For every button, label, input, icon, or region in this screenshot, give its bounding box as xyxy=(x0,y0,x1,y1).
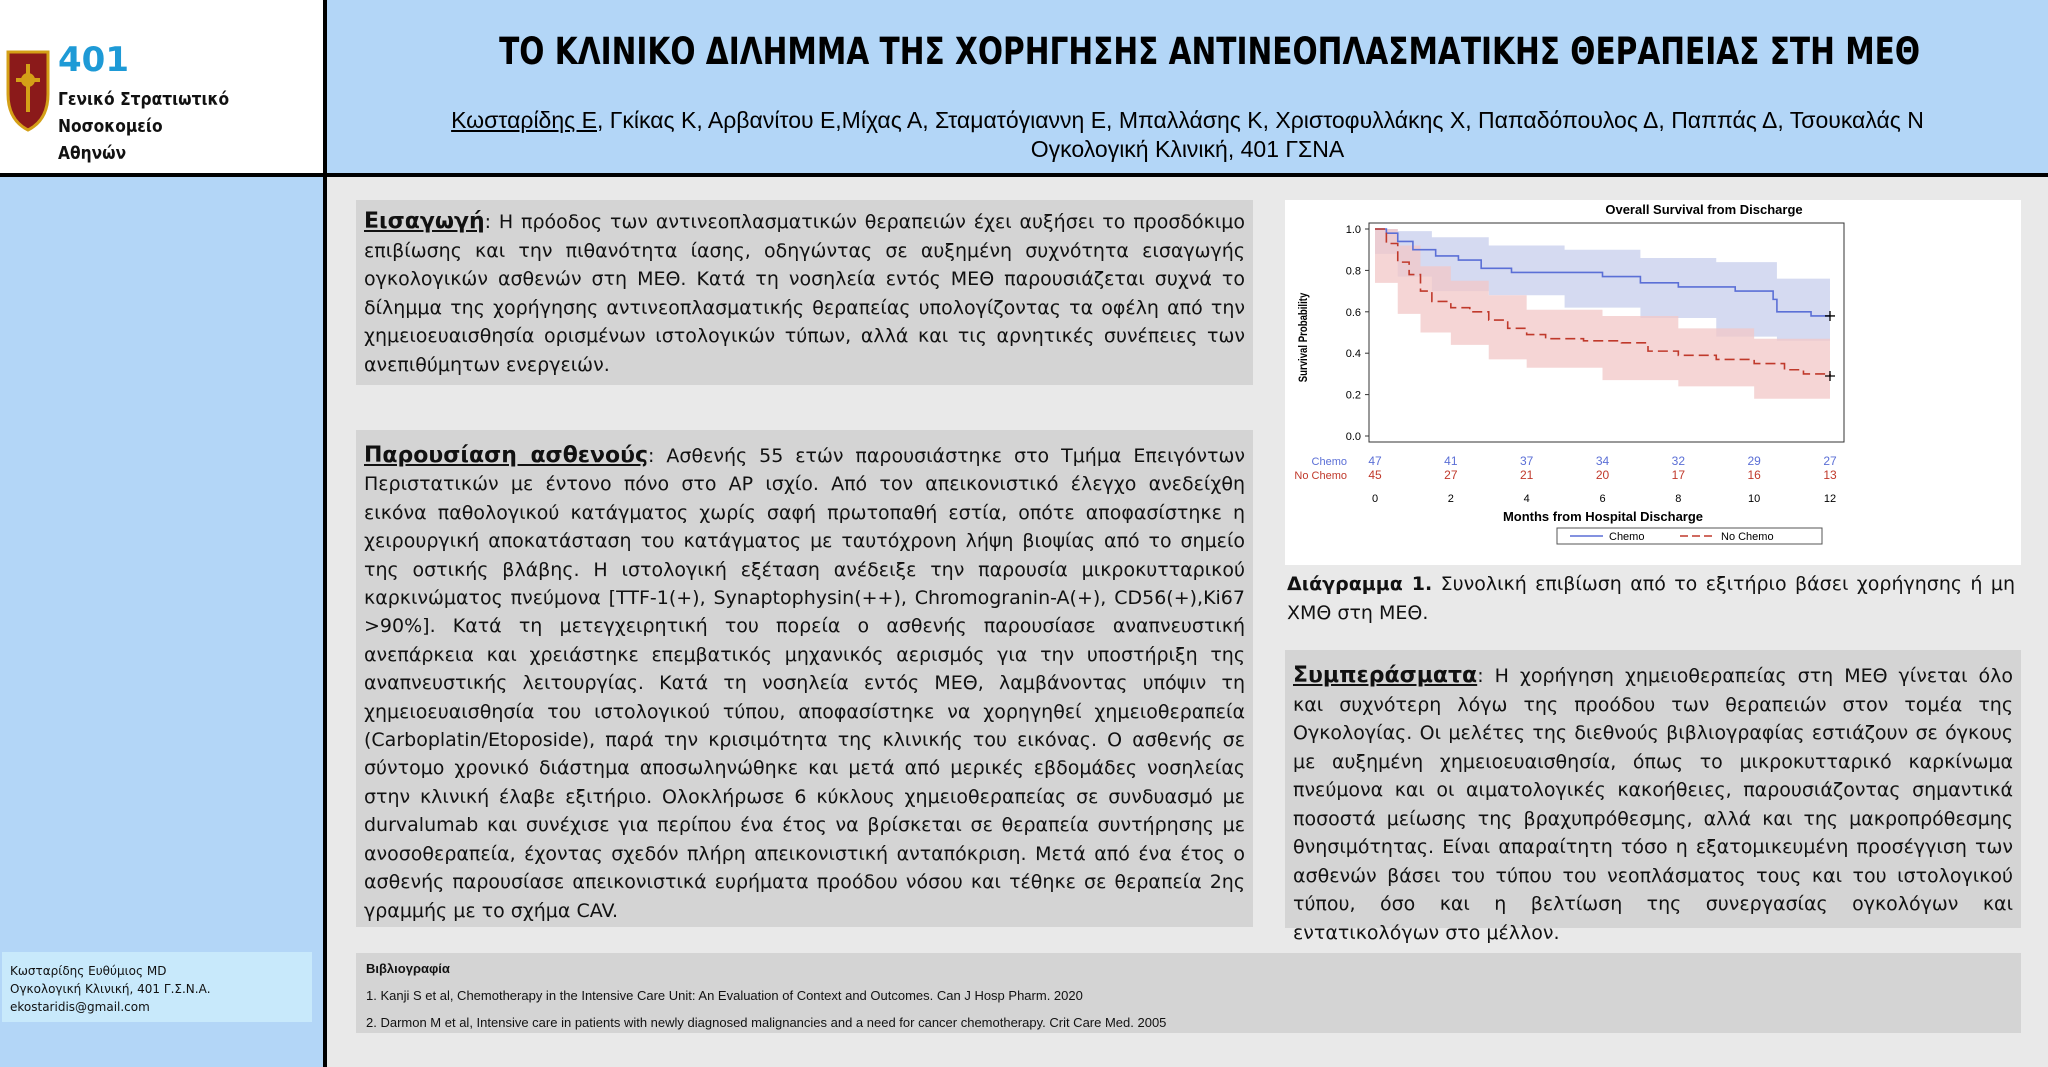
chart-caption-text: Συνολική επιβίωση από το εξιτήριο βάσει χορήγησης ή μη ΧΜΘ στη ΜΕΘ. xyxy=(1287,573,2016,624)
survival-chart xyxy=(1285,200,2021,565)
y-tick-label: 0.4 xyxy=(1345,348,1361,361)
at-risk-group-label: No Chemo xyxy=(1294,470,1347,482)
reference-item: 1. Kanji S et al, Chemotherapy in the Intensive Care Unit: An Evaluation of Context and Outcomes. Can J Hosp Pharm. 2020 xyxy=(366,988,1083,1003)
at-risk-count: 21 xyxy=(1519,468,1534,482)
contact-card xyxy=(2,952,312,1022)
y-tick-label: 0.8 xyxy=(1345,265,1361,278)
introduction-heading: Εισαγωγή xyxy=(364,209,485,234)
affiliation: Ογκολογική Κλινική, 401 ΓΣΝΑ xyxy=(1030,136,1345,162)
author-list xyxy=(327,107,2048,134)
contact-email[interactable]: ekostaridis@gmail.com xyxy=(10,1000,150,1014)
at-risk-count: 20 xyxy=(1595,468,1610,482)
at-risk-count: 27 xyxy=(1823,454,1837,468)
x-axis-label: Months from Hospital Discharge xyxy=(1502,509,1704,524)
introduction-paragraph xyxy=(364,208,1245,379)
introduction-text: : Η πρόοδος των αντινεοπλασματικών θεραπειών έχει αυξήσει το προσδόκιμο επιβίωσης και την πιθανότητα ίασης, οδηγώντας σε αυξημένη συχνότητα εισαγωγής ογκολογικών ασθενών στη ΜΕΘ. Κατά τη νοσηλεία εντός ΜΕΘ παρουσιάζεται συχνά το δίλημμα της χορήγησης αντινεοπλασματικής θεραπείας υπολογίζοντας τα οφέλη από την χημειοευαισθησία ορισμένων ιστολογικών τύπων, αλλά και τις αρνητικές συνέπειες των ανεπιθύμητων ενεργειών. xyxy=(364,211,1245,376)
references-heading: Βιβλιογραφία xyxy=(366,961,450,976)
organization-number: 401 xyxy=(58,40,129,80)
y-tick-label: 0.0 xyxy=(1345,431,1361,443)
conclusions-text: : Η χορήγηση χημειοθεραπείας στη ΜΕΘ γίνεται όλο και συχνότερη λόγω της προόδου των θεραπειών στον τομέα της Ογκολογίας. Οι μελέτες της διεθνούς βιβλιογραφίας εστιάζουν σε όγκους με αυξημένη χημειοευαισθησία, όπως το μικροκυτταρικό καρκίνωμα πνεύμονα και οι αιματολογικές κακοήθειες, παρουσιάζοντας σημαντικά ποσοστά μείωσης της βραχυπρόθεσμης, αλλά και της μακροπρόθεσμης θνησιμότητας. Είναι απαραίτητη τόσο η εξατομικευμένη προσέγγιση των ασθενών βάσει του τύπου του νεοπλάσματος τους και του ιστολογικού τύπου, όσο και η βελτίωση της συνεργασίας ογκολόγων και εντατικολόγων στο μέλλον. xyxy=(1293,665,2013,944)
at-risk-count: 47 xyxy=(1368,454,1382,468)
x-tick-label: 12 xyxy=(1823,493,1837,505)
organization-logo-panel xyxy=(0,0,327,177)
y-tick-label: 0.2 xyxy=(1345,389,1361,402)
chart-title: Overall Survival from Discharge xyxy=(1605,202,1803,217)
chart-caption-label: Διάγραμμα 1. xyxy=(1287,573,1433,595)
conclusions-paragraph xyxy=(1293,662,2013,947)
first-author: Κωσταρίδης Ε xyxy=(451,107,597,133)
left-sidebar xyxy=(0,177,327,1067)
y-axis-label: Survival Probability xyxy=(1297,292,1311,383)
at-risk-count: 41 xyxy=(1444,454,1458,468)
at-risk-count: 13 xyxy=(1823,468,1837,482)
x-tick-label: 6 xyxy=(1599,493,1606,505)
hospital-emblem-icon xyxy=(4,46,52,132)
case-presentation-section xyxy=(356,430,1253,927)
at-risk-count: 29 xyxy=(1747,454,1761,468)
y-tick-label: 1.0 xyxy=(1345,224,1361,236)
legend-label-chemo: Chemo xyxy=(1609,531,1645,543)
x-tick-label: 4 xyxy=(1523,493,1530,505)
x-tick-label: 8 xyxy=(1675,493,1682,505)
chart-caption xyxy=(1287,570,2015,628)
survival-chart-panel xyxy=(1285,200,2021,565)
x-tick-label: 0 xyxy=(1371,493,1379,505)
at-risk-count: 45 xyxy=(1368,468,1382,482)
y-tick-label: 0.6 xyxy=(1345,306,1361,319)
contact-name: Κωσταρίδης Ευθύμιος MD xyxy=(10,964,167,978)
organization-name: Γενικό Στρατιωτικό Νοσοκομείο Αθηνών xyxy=(58,89,230,164)
at-risk-count: 37 xyxy=(1519,454,1534,468)
case-heading: Παρουσίαση ασθενούς xyxy=(364,443,649,468)
at-risk-count: 17 xyxy=(1671,468,1686,482)
other-authors: , Γκίκας Κ, Αρβανίτου Ε,Μίχας Α, Σταματόγιαννη Ε, Μπαλλάσης Κ, Χριστοφυλλάκης Χ, Παπαδόπουλος Δ, Παππάς Δ, Τσουκαλάς Ν xyxy=(596,107,1924,133)
at-risk-count: 32 xyxy=(1671,454,1686,468)
at-risk-count: 34 xyxy=(1595,454,1610,468)
conclusions-section xyxy=(1285,650,2021,944)
poster-header xyxy=(327,0,2048,177)
x-tick-label: 2 xyxy=(1447,493,1454,505)
conclusions-heading: Συμπεράσματα xyxy=(1293,663,1478,688)
at-risk-count: 27 xyxy=(1444,468,1458,482)
at-risk-count: 16 xyxy=(1747,468,1761,482)
case-text: : Ασθενής 55 ετών παρουσιάστηκε στο Τμήμα Επειγόντων Περιστατικών με έντονο πόνο στο ΑΡ ισχίο. Από τον απεικονιστικό έλεγχο ανεδείχθη εικόνα παθολογικού κατάγματος χωρίς σαφή πρωτοπαθή εστία, οπότε αποφασίστηκε η χειρουργική αποκατάσταση του κατάγματος με ταυτόχρονη λήψη βιοψίας από το σημείο της οστικής βλάβης. Η ιστολογική εξέταση ανέδειξε την παρουσία μικροκυτταρικού καρκινώματος πνεύμονα [TTF-1(+), Synaptophysin(++), Chromogranin-A(+), CD56(+),Ki67 >90%]. Κατά τη μετεγχειρητική του πορεία ο ασθενής παρουσίασε αναπνευστική ανεπάρκεια και χρειάστηκε επεμβατικός μηχανικός αερισμός για την υποστήριξη της αναπνευστικής λειτουργίας. Κατά τη νοσηλεία εντός ΜΕΘ, λαμβάνοντας υπόψιν τη χημειοευαισθησία του ιστολογικού τύπου, αποφασίστηκε να χορηγηθεί χημειοθεραπεία (Carboplatin/Etoposide), παρά την κρισιμότητα της κλινικής του εικόνας. Ο ασθενής σε σύντομο χρονικό διάστημα αποσωληνώθηκε και μετά από μερικές εβδομάδες νοσηλείας στην κλινική έλαβε εξιτήριο. Ολοκλήρωσε 6 κύκλους χημειοθεραπείας σε συνδυασμό με durvalumab και συνέχισε για περίπου ένα έτος να βρίσκεται σε θεραπεία συντήρησης με ανοσοθεραπεία, έχοντας σχεδόν πλήρη απεικονιστική ανταπόκριση. Μετά από ένα έτος ο ασθενής παρουσίασε απεικονιστικά ευρήματα προόδου νόσου και τέθηκε σε θεραπεία 2ης γραμμής με το σχήμα CAV. xyxy=(364,445,1245,922)
legend-label-no-chemo: No Chemo xyxy=(1721,531,1774,543)
reference-item: 2. Darmon M et al, Intensive care in patients with newly diagnosed malignancies and a need for cancer chemotherapy. Crit Care Med. 2005 xyxy=(366,1015,1167,1030)
contact-department: Ογκολογική Κλινική, 401 Γ.Σ.Ν.Α. xyxy=(10,982,211,996)
at-risk-group-label: Chemo xyxy=(1311,456,1347,468)
introduction-section xyxy=(356,200,1253,385)
poster-title: ΤΟ ΚΛΙΝΙΚΟ ΔΙΛΗΜΜΑ ΤΗΣ ΧΟΡΗΓΗΣΗΣ ΑΝΤΙΝΕΟΠΛΑΣΜΑΤΙΚΗΣ ΘΕΡΑΠΕΙΑΣ ΣΤΗ ΜΕΘ xyxy=(499,30,1921,73)
case-paragraph xyxy=(364,442,1245,925)
references-section xyxy=(356,953,2021,1033)
x-tick-label: 10 xyxy=(1748,493,1761,505)
